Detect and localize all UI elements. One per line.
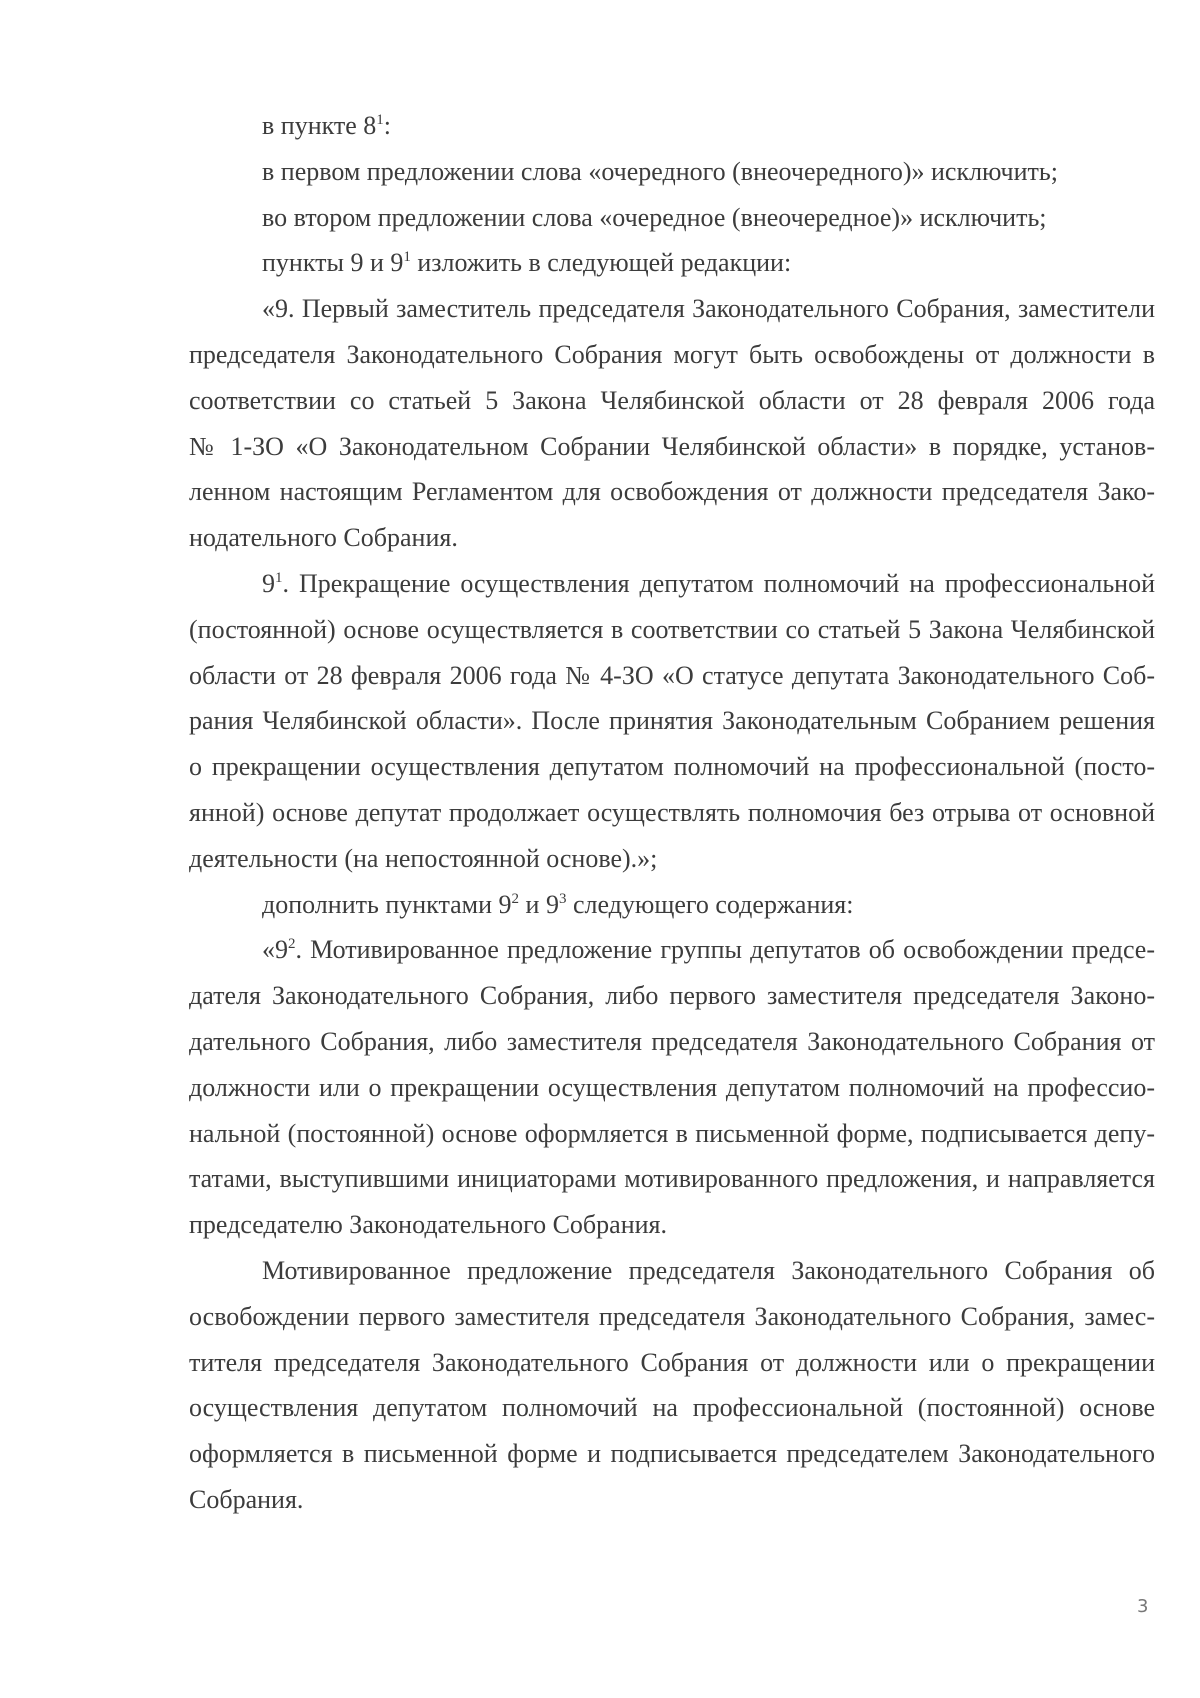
text-line bbox=[189, 1111, 1155, 1157]
text-segment: следующего содержания: bbox=[566, 889, 854, 919]
text-line bbox=[189, 103, 1155, 149]
text-segment: дополнить пунктами 9 bbox=[262, 889, 512, 919]
text-line bbox=[189, 744, 1155, 790]
text-line bbox=[189, 882, 1155, 928]
text-line bbox=[189, 378, 1155, 424]
superscript: 2 bbox=[511, 890, 520, 907]
text-segment: «9 bbox=[262, 935, 288, 965]
text-line bbox=[189, 927, 1155, 973]
text-segment: во втором предложении слова «очередное (внеочередное)» исключить; bbox=[262, 202, 1047, 232]
text-segment: изложить в следующей редакции: bbox=[410, 248, 792, 278]
paragraph bbox=[189, 927, 1155, 1248]
text-line bbox=[189, 973, 1155, 1019]
text-segment: соответствии со статьей 5 Закона Челябинской области от 28 февраля 2006 года bbox=[189, 385, 1155, 415]
text-segment: . Мотивированное предложение группы депутатов об освобождении предсе- bbox=[295, 935, 1155, 965]
text-line bbox=[189, 515, 1155, 561]
text-segment: в первом предложении слова «очередного (внеочередного)» исключить; bbox=[262, 156, 1058, 186]
text-segment: освобождении первого заместителя председателя Законодательного Собрания, замес- bbox=[189, 1301, 1155, 1331]
text-line bbox=[189, 607, 1155, 653]
text-segment: : bbox=[383, 111, 392, 140]
superscript: 3 bbox=[558, 890, 567, 907]
text-line bbox=[189, 149, 1155, 195]
text-segment: в пункте 8 bbox=[262, 111, 377, 140]
text-segment: № 1-ЗО «О Законодательном Собрании Челябинской области» в порядке, установ- bbox=[189, 431, 1155, 461]
text-segment: 9 bbox=[262, 568, 275, 598]
text-segment: янной) основе депутат продолжает осуществлять полномочия без отрыва от основной bbox=[189, 797, 1155, 827]
superscript: 1 bbox=[376, 112, 384, 128]
text-line bbox=[189, 1065, 1155, 1111]
text-line bbox=[189, 195, 1155, 241]
text-segment: пункты 9 и 9 bbox=[262, 248, 404, 278]
text-line bbox=[189, 469, 1155, 515]
text-segment: нальной (постоянной) основе оформляется в письменной форме, подписывается депу- bbox=[189, 1118, 1155, 1148]
text-line bbox=[189, 332, 1155, 378]
text-segment: дателя Законодательного Собрания, либо первого заместителя председателя Законо- bbox=[189, 981, 1155, 1011]
text-line bbox=[189, 790, 1155, 836]
page-number: 3 bbox=[1137, 1596, 1149, 1617]
text-segment: дательного Собрания, либо заместителя председателя Законодательного Собрания от bbox=[189, 1026, 1155, 1056]
text-segment: председателю Законодательного Собрания. bbox=[189, 1210, 667, 1240]
text-segment: осуществления депутатом полномочий на профессиональной (постоянной) основе bbox=[189, 1393, 1155, 1423]
text-line bbox=[189, 1294, 1155, 1340]
text-segment: области от 28 февраля 2006 года № 4-ЗО «О статусе депутата Законодательного Соб- bbox=[189, 660, 1155, 690]
text-segment: ленном настоящим Регламентом для освобождения от должности председателя Зако- bbox=[189, 477, 1155, 507]
text-line bbox=[189, 653, 1155, 699]
paragraph bbox=[189, 1248, 1155, 1523]
text-line bbox=[189, 286, 1155, 332]
text-segment: председателя Законодательного Собрания могут быть освобождены от должности в bbox=[189, 339, 1155, 369]
text-line bbox=[189, 1248, 1155, 1294]
text-segment: деятельности (на непостоянной основе).»; bbox=[189, 843, 658, 873]
text-line bbox=[189, 561, 1155, 607]
text-line bbox=[189, 1431, 1155, 1477]
paragraph bbox=[189, 240, 1155, 286]
superscript: 1 bbox=[275, 569, 283, 586]
paragraph bbox=[189, 561, 1155, 882]
text-segment: (постоянной) основе осуществляется в соответствии со статьей 5 Закона Челябинской bbox=[189, 614, 1155, 644]
document-body bbox=[189, 103, 1155, 1523]
paragraph bbox=[189, 149, 1155, 195]
text-line bbox=[189, 1385, 1155, 1431]
text-segment: рания Челябинской области». После принятия Законодательным Собранием решения bbox=[189, 706, 1155, 736]
text-line bbox=[189, 836, 1155, 882]
superscript: 1 bbox=[403, 249, 411, 266]
text-segment: Мотивированное предложение председателя Законодательного Собрания об bbox=[262, 1255, 1155, 1285]
text-segment: . Прекращение осуществления депутатом полномочий на профессиональной bbox=[282, 568, 1155, 598]
paragraph bbox=[189, 195, 1155, 241]
text-segment: Собрания. bbox=[189, 1484, 304, 1514]
text-line bbox=[189, 240, 1155, 286]
text-segment: оформляется в письменной форме и подписывается председателем Законодательного bbox=[189, 1439, 1155, 1469]
text-segment: «9. Первый заместитель председателя Законодательного Собрания, заместители bbox=[262, 294, 1155, 324]
text-segment: татами, выступившими инициаторами мотивированного предложения, и направляется bbox=[189, 1164, 1155, 1194]
text-segment: и 9 bbox=[519, 889, 559, 919]
text-line bbox=[189, 1202, 1155, 1248]
text-line bbox=[189, 1477, 1155, 1523]
superscript: 2 bbox=[288, 936, 296, 953]
text-segment: о прекращении осуществления депутатом полномочий на профессиональной (посто- bbox=[189, 752, 1155, 782]
text-line bbox=[189, 1019, 1155, 1065]
paragraph bbox=[189, 882, 1155, 928]
text-line bbox=[189, 424, 1155, 470]
text-segment: нодательного Собрания. bbox=[189, 523, 458, 553]
text-segment: тителя председателя Законодательного Собрания от должности или о прекращении bbox=[189, 1347, 1155, 1377]
text-line bbox=[189, 1156, 1155, 1202]
paragraph bbox=[189, 286, 1155, 561]
text-line bbox=[189, 698, 1155, 744]
text-line bbox=[189, 1340, 1155, 1386]
text-segment: должности или о прекращении осуществления депутатом полномочий на профессио- bbox=[189, 1072, 1155, 1102]
paragraph bbox=[189, 103, 1155, 149]
